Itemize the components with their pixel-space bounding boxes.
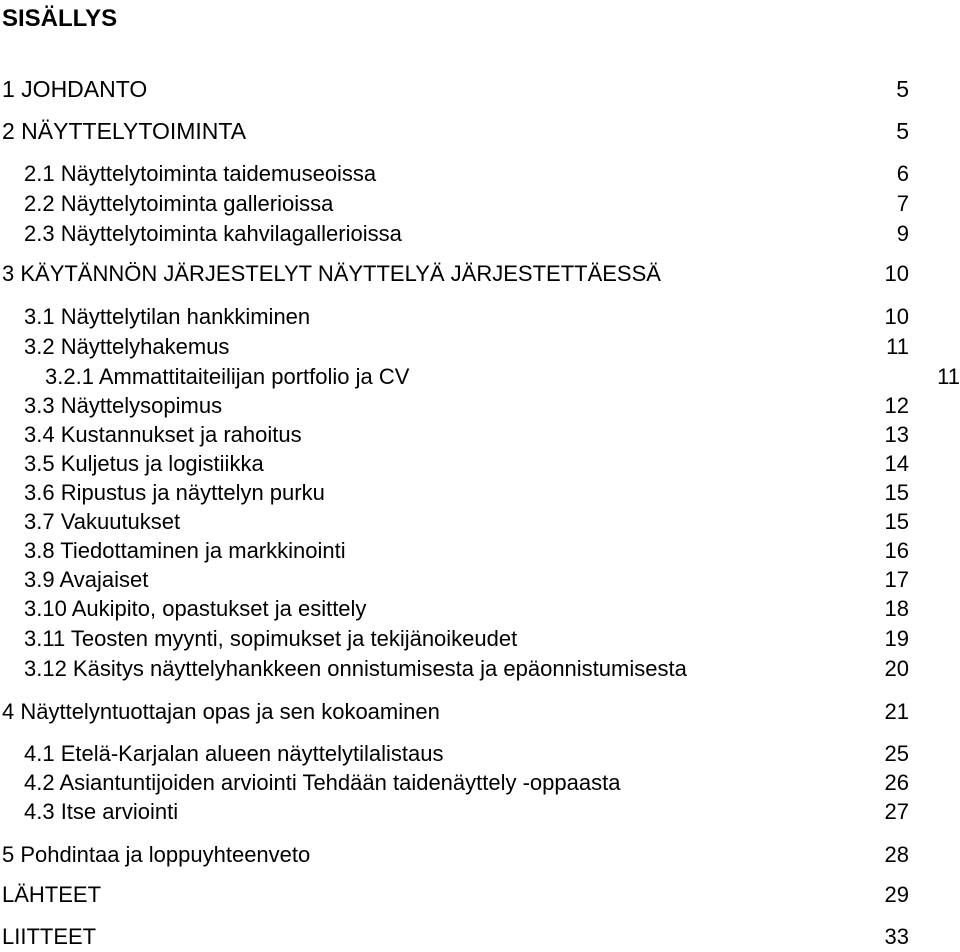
- toc-entry-label: 3.11 Teosten myynti, sopimukset ja tekijänoikeudet: [24, 626, 518, 651]
- toc-entry-page: 14: [884, 451, 909, 476]
- toc-entry-label: 2.2 Näyttelytoiminta gallerioissa: [24, 191, 334, 216]
- toc-entry: [0, 880, 960, 910]
- toc-entry-label: 4.2 Asiantuntijoiden arviointi Tehdään taidenäyttely -oppaasta: [24, 770, 621, 795]
- toc-entry-page: 7: [896, 191, 909, 216]
- toc-entry: [0, 116, 960, 146]
- toc-entry-page: 18: [884, 596, 909, 621]
- toc-entry-page: 9: [896, 221, 909, 246]
- toc-entry: [0, 565, 960, 595]
- toc-entry-page: 5: [896, 76, 909, 102]
- toc-entry-page: 15: [884, 480, 909, 505]
- toc-entry-label: 3.5 Kuljetus ja logistiikka: [24, 451, 264, 476]
- toc-entry-label: LIITTEET: [2, 924, 97, 949]
- toc-entry-label: 2.3 Näyttelytoiminta kahvilagallerioissa: [24, 221, 402, 246]
- toc-entry-label: 3.2.1 Ammattitaiteilijan portfolio ja CV: [45, 364, 410, 389]
- toc-entry-label: 3.12 Käsitys näyttelyhankkeen onnistumisesta ja epäonnistumisesta: [24, 656, 687, 681]
- toc-entry-page: 16: [884, 538, 909, 563]
- toc-entry-page: 10: [884, 304, 909, 329]
- toc-entry: [0, 189, 960, 219]
- toc-entry: [0, 259, 960, 289]
- toc-entry-label: 4 Näyttelyntuottajan opas ja sen kokoaminen: [2, 699, 440, 724]
- toc-entry-label: 3.3 Näyttelysopimus: [24, 393, 223, 418]
- toc-entry-label: 4.1 Etelä-Karjalan alueen näyttelytilalistaus: [24, 741, 444, 766]
- toc-entry-page: 26: [884, 770, 909, 795]
- toc-entry: [0, 449, 960, 479]
- toc-entry: [0, 159, 960, 189]
- toc-entry-label: 5 Pohdintaa ja loppuyhteenveto: [2, 842, 311, 867]
- toc-entry-page: 10: [884, 261, 909, 286]
- toc-entry-page: 33: [884, 924, 909, 949]
- toc-entry-label: 3 KÄYTÄNNÖN JÄRJESTELYT NÄYTTELYÄ JÄRJESTETTÄESSÄ: [2, 261, 661, 286]
- toc-entry: [0, 332, 960, 362]
- toc-entry-label: 3.10 Aukipito, opastukset ja esittely: [24, 596, 367, 621]
- toc-entry: [0, 594, 960, 624]
- toc-entry-page: 15: [884, 509, 909, 534]
- toc-entry-page: 21: [884, 699, 909, 724]
- toc-entry-page: 20: [884, 656, 909, 681]
- toc-entry-page: 27: [884, 799, 909, 824]
- toc-entry-label: 3.7 Vakuutukset: [24, 509, 181, 534]
- toc-entry: [0, 507, 960, 537]
- toc-entry-page: 11: [937, 364, 960, 389]
- toc-entry: [0, 420, 960, 450]
- toc-entry: [0, 922, 960, 952]
- toc-entry: [0, 362, 960, 392]
- toc-entry-label: 3.4 Kustannukset ja rahoitus: [24, 422, 302, 447]
- toc-entry: [0, 74, 960, 104]
- toc-entry: [0, 797, 960, 827]
- toc-entry-label: 2.1 Näyttelytoiminta taidemuseoissa: [24, 161, 377, 186]
- toc-entry: [0, 219, 960, 249]
- toc-entry: [0, 624, 960, 654]
- toc-entry-label: 3.1 Näyttelytilan hankkiminen: [24, 304, 311, 329]
- toc-entry-label: 3.2 Näyttelyhakemus: [24, 334, 230, 359]
- toc-entry-page: 19: [884, 626, 909, 651]
- toc-heading: SISÄLLYS: [2, 5, 118, 32]
- toc-entry: [0, 302, 960, 332]
- toc-entry-page: 12: [884, 393, 909, 418]
- toc-entry-label: 1 JOHDANTO: [2, 76, 148, 102]
- toc-entry-label: 3.6 Ripustus ja näyttelyn purku: [24, 480, 325, 505]
- toc-entry-page: 29: [884, 882, 909, 907]
- toc-entry-label: 2 NÄYTTELYTOIMINTA: [2, 118, 247, 144]
- toc-entry-label: 4.3 Itse arviointi: [24, 799, 179, 824]
- toc-entry-page: 11: [886, 334, 909, 359]
- toc-entry: [0, 536, 960, 566]
- toc-entry-page: 25: [884, 741, 909, 766]
- toc-entry-label: LÄHTEET: [2, 882, 102, 907]
- toc-entry: [0, 654, 960, 684]
- toc-entry-page: 6: [896, 161, 909, 186]
- toc-entry-label: 3.9 Avajaiset: [24, 567, 149, 592]
- toc-entry-page: 28: [884, 842, 909, 867]
- toc-entry: [0, 768, 960, 798]
- toc-entry: [0, 739, 960, 769]
- toc-entry-page: 17: [884, 567, 909, 592]
- toc-entry-page: 5: [896, 118, 909, 144]
- toc-entry-label: 3.8 Tiedottaminen ja markkinointi: [24, 538, 346, 563]
- toc-entry: [0, 478, 960, 508]
- toc-entry: [0, 840, 960, 870]
- toc-entry-page: 13: [884, 422, 909, 447]
- toc-entry: [0, 697, 960, 727]
- toc-entry: [0, 391, 960, 421]
